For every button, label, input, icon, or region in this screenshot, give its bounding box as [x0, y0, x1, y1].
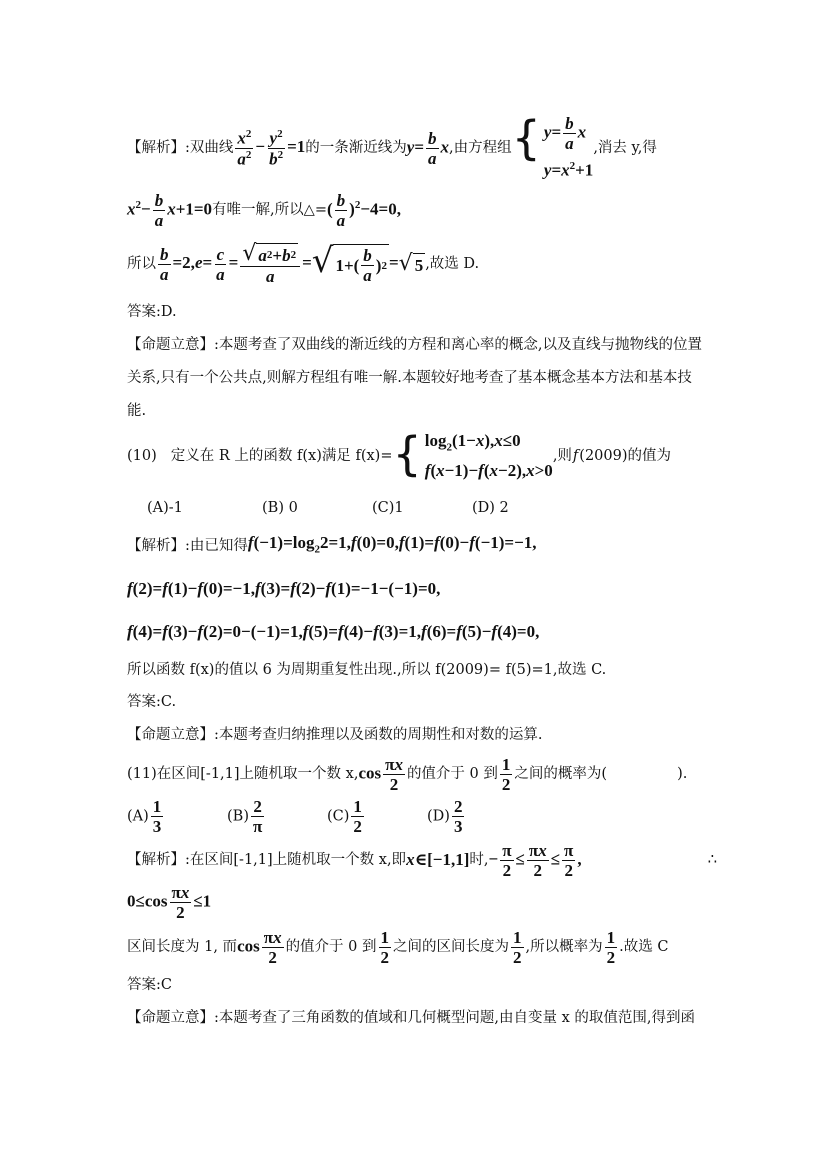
- option-d: (D) $\frac{2}{3}$: [427, 796, 463, 836]
- option-c: (C) $\frac{1}{2}$: [327, 796, 362, 836]
- piecewise-function: { $\log_2(1-x),x\le 0$ f(x−1)−f(x−2),x>0: [392, 426, 553, 481]
- f-values-3: f(4)=f(3)−f(2)=0−(−1)=1,f(5)=f(4)−f(3)=1,f(6)=f(5)−f(4)=0,: [127, 622, 540, 641]
- f-values-1: $f(-1)=\log_22=1,f(0)=0,f(1)=f(0)-f(-1)=-1$,: [247, 532, 537, 556]
- analysis-10-line4: 所以函数 f(x)的值以 6 为周期重复性出现.,所以 f(2009)= f(5)=1,故选 C.: [127, 662, 607, 678]
- lizi-9-line2: 关系,只有一个公共点,则解方程组有唯一解.本题较好地考查了基本概念基本方法和基本技: [127, 370, 692, 386]
- option-d: (D) 2: [472, 500, 509, 516]
- lizi-9-line3: 能.: [127, 403, 147, 419]
- answer-9: 答案:D.: [127, 304, 177, 320]
- answer-10: 答案:C.: [127, 694, 177, 710]
- analysis-tag: 【解析】: [127, 140, 185, 156]
- option-b: (B) 0: [262, 500, 298, 516]
- question-11-options: [127, 796, 717, 836]
- question-11-stem: (11)在区间[-1,1]上随机取一个数 x, cos $\frac{\pi x}{2}$ 的值介于 0 到 $\frac{1}{2}$ 之间的概率为( ).: [127, 754, 688, 794]
- analysis-9-line3: 所以 $\frac{b}{a}$ =2,e= $\frac{c}{a}$ = √ a 2 + b 2 a = √ 1+( $\frac{b}{a}$ ) 2 = √ 5 ,故选 D.: [127, 241, 480, 286]
- analysis-9-line2: $x^2-$ $\frac{b}{a}$ x+1=0 有唯一解,所以△= ( $\frac{b}{a}$ )$^2$−4=0,: [127, 190, 401, 230]
- answer-11: 答案:C: [127, 977, 172, 993]
- lizi-10: 【命题立意】:本题考查归纳推理以及函数的周期性和对数的运算.: [127, 727, 543, 743]
- analysis-11-line2: 0≤cos $\frac{\pi x}{2}$ ≤1: [127, 882, 212, 922]
- lizi-11: 【命题立意】:本题考查了三角函数的值域和几何概型问题,由自变量 x 的取值范围,得到函: [127, 1010, 695, 1026]
- lizi-9-line1: 【命题立意】:本题考查了双曲线的渐近线的方程和离心率的概念,以及直线与抛物线的位置: [127, 337, 702, 353]
- analysis-9-line1: 【解析】 :双曲线 $\frac{x^2}{a^2}$ − $\frac{y^2}{b^2}$ =1 的一条渐近线为 y= $\frac{b}{a}$ x ,由方程组 { y= $\frac{b}{a}$ x $y=x^2+1$ ,消去 y,得: [127, 111, 657, 180]
- therefore-symbol: ∴: [707, 852, 717, 868]
- discriminant-expression: ( $\frac{b}{a}$ )$^2$−4=0,: [326, 190, 401, 230]
- option-b: (B) $\frac{2}{\pi}$: [227, 796, 263, 836]
- quadratic-equation: $x^2-$ $\frac{b}{a}$ x+1=0: [127, 190, 213, 230]
- f-values-2: f(2)=f(1)−f(0)=−1,f(3)=f(2)−f(1)=−1−(−1)=0,: [127, 579, 441, 598]
- analysis-11-line3: 区间长度为 1, 而 cos $\frac{\pi x}{2}$ 的值介于 0 到 $\frac{1}{2}$ 之间的区间长度为 $\frac{1}{2}$ ,所以概率为 $\frac{1}{2}$ .故选 C: [127, 927, 669, 967]
- asymptote-equation: y= $\frac{b}{a}$ x: [406, 128, 449, 168]
- analysis-10-line3: [127, 618, 717, 646]
- question-10-options: [147, 498, 717, 518]
- analysis-10-line1: 【解析】 :由已知得 $f(-1)=\log_22=1,f(0)=0,f(1)=f(0)-f(-1)=-1$,: [127, 532, 717, 560]
- question-number: (10): [127, 448, 157, 464]
- analysis-11-line1: 【解析】 :在区间[-1,1]上随机取一个数 x,即 x∈[−1,1] 时, − $\frac{\pi}{2}$ ≤ $\frac{\pi x}{2}$ ≤ $\frac{\pi}{2}$ , ∴: [127, 840, 717, 880]
- question-10-stem: (10) 定义在 R 上的函数 f(x)满足 f(x)= { $\log_2(1-x),x\le 0$ f(x−1)−f(x−2),x>0 ,则 f (2009)的值为: [127, 426, 672, 481]
- hyperbola-equation: $\frac{x^2}{a^2}$ − $\frac{y^2}{b^2}$ =1: [237, 127, 306, 169]
- equation-system: { y= $\frac{b}{a}$ x $y=x^2+1$: [511, 111, 594, 180]
- option-a: (A) $\frac{1}{3}$: [127, 796, 162, 836]
- option-a: (A)-1: [147, 500, 183, 516]
- analysis-10-line2: [127, 575, 717, 603]
- option-c: (C)1: [372, 500, 404, 516]
- eccentricity-derivation: $\frac{b}{a}$ =2,e= $\frac{c}{a}$ = √ a 2 + b 2 a = √ 1+( $\frac{b}{a}$ ) 2 = √ 5: [160, 241, 424, 286]
